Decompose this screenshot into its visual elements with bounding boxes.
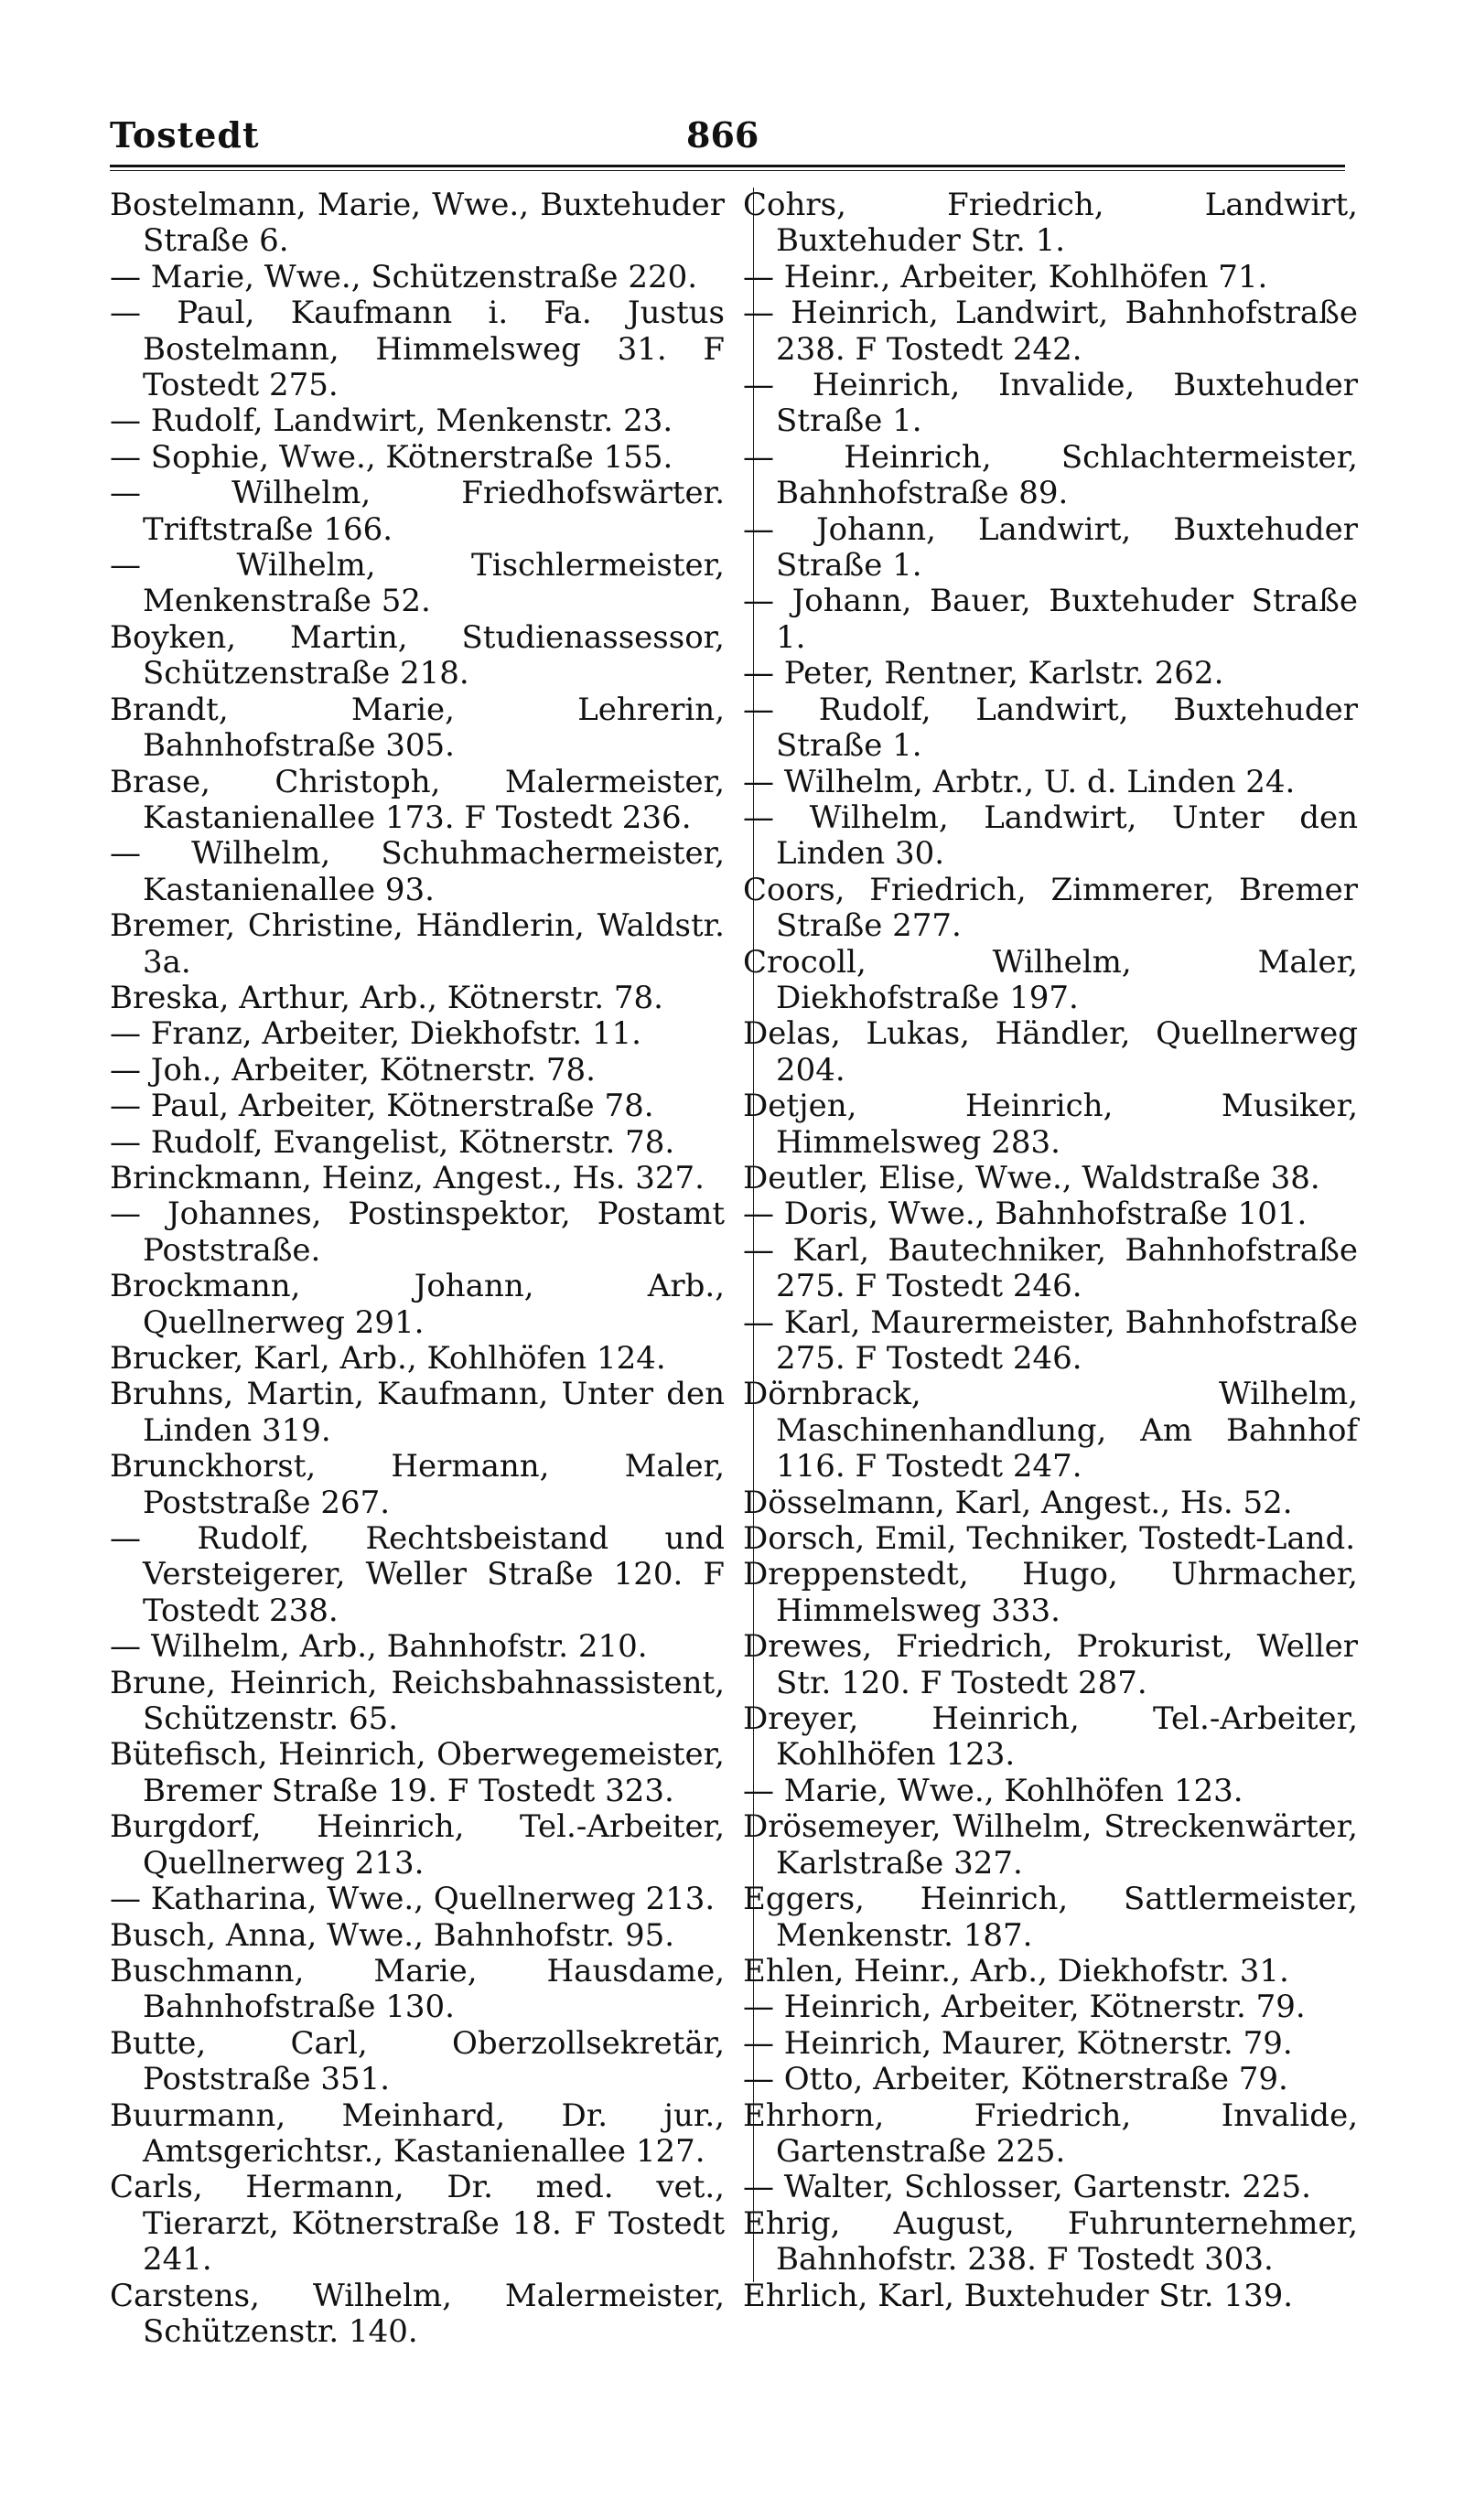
directory-entry: Delas, Lukas, Händler, Quellnerweg 204. [743, 1015, 1358, 1088]
directory-entry: Dörnbrack, Wilhelm, Maschinenhandlung, Am Bahnhof 116. F Tostedt 247. [743, 1376, 1358, 1485]
directory-entry: Brinckmann, Heinz, Angest., Hs. 327. [110, 1159, 705, 1196]
directory-entry: Deutler, Elise, Wwe., Waldstraße 38. [743, 1159, 1320, 1196]
directory-entry: Dösselmann, Karl, Angest., Hs. 52. [743, 1484, 1293, 1521]
page-number: 866 [686, 114, 759, 155]
directory-entry: Cohrs, Friedrich, Landwirt, Buxtehuder Str. 1. [743, 187, 1358, 260]
directory-entry: Carstens, Wilhelm, Malermeister, Schützenstr. 140. [110, 2277, 725, 2350]
directory-entry: — Doris, Wwe., Bahnhofstraße 101. [743, 1196, 1308, 1233]
directory-entry: — Wilhelm, Tischlermeister, Menkenstraße 52. [110, 547, 725, 620]
directory-entry: Detjen, Heinrich, Musiker, Himmelsweg 283. [743, 1088, 1358, 1161]
directory-entry: Ehrlich, Karl, Buxtehuder Str. 139. [743, 2277, 1294, 2314]
directory-entry: Brunckhorst, Hermann, Maler, Poststraße 267. [110, 1448, 725, 1521]
directory-entry: — Walter, Schlosser, Gartenstr. 225. [743, 2169, 1311, 2206]
directory-entry: Burgdorf, Heinrich, Tel.-Arbeiter, Quellnerweg 213. [110, 1808, 725, 1882]
header-rule-thin [110, 170, 1345, 171]
directory-entry: Brucker, Karl, Arb., Kohlhöfen 124. [110, 1340, 666, 1377]
directory-entry: — Paul, Arbeiter, Kötnerstraße 78. [110, 1088, 654, 1125]
directory-entry: Brase, Christoph, Malermeister, Kastanienallee 173. F Tostedt 236. [110, 763, 725, 836]
directory-entry: — Wilhelm, Arbtr., U. d. Linden 24. [743, 763, 1296, 800]
directory-entry: Bremer, Christine, Händlerin, Waldstr. 3a. [110, 907, 725, 981]
directory-entry: Buschmann, Marie, Hausdame, Bahnhofstraße 130. [110, 1952, 725, 2026]
directory-entry: — Heinrich, Invalide, Buxtehuder Straße 1. [743, 367, 1358, 440]
directory-entry: Boyken, Martin, Studienassessor, Schützenstraße 218. [110, 618, 725, 692]
directory-entry: — Wilhelm, Schuhmachermeister, Kastanienallee 93. [110, 835, 725, 908]
directory-entry: Buurmann, Meinhard, Dr. jur., Amtsgerichtsr., Kastanienallee 127. [110, 2096, 725, 2170]
directory-entry: — Wilhelm, Landwirt, Unter den Linden 30. [743, 799, 1358, 873]
directory-entry: — Rudolf, Landwirt, Menkenstr. 23. [110, 402, 673, 440]
directory-entry: — Johann, Landwirt, Buxtehuder Straße 1. [743, 510, 1358, 584]
directory-entry: — Rudolf, Landwirt, Buxtehuder Straße 1. [743, 691, 1358, 765]
directory-entry: Breska, Arthur, Arb., Kötnerstr. 78. [110, 979, 663, 1016]
directory-entry: — Paul, Kaufmann i. Fa. Justus Bostelmann, Himmelsweg 31. F Tostedt 275. [110, 295, 725, 404]
directory-entry: — Heinrich, Schlachtermeister, Bahnhofstraße 89. [743, 438, 1358, 512]
directory-entry: — Heinrich, Arbeiter, Kötnerstr. 79. [743, 1989, 1306, 2026]
directory-entry: — Rudolf, Rechtsbeistand und Versteigerer, Weller Straße 120. F Tostedt 238. [110, 1520, 725, 1629]
directory-entry: Drewes, Friedrich, Prokurist, Weller Str. 120. F Tostedt 287. [743, 1628, 1358, 1701]
directory-entry: Ehrig, August, Fuhrunternehmer, Bahnhofstr. 238. F Tostedt 303. [743, 2204, 1358, 2279]
directory-entry: — Johann, Bauer, Buxtehuder Straße 1. [743, 583, 1358, 656]
directory-entry: Brune, Heinrich, Reichsbahnassistent, Schützenstr. 65. [110, 1664, 725, 1738]
header-rule [110, 165, 1345, 167]
directory-entry: — Peter, Rentner, Karlstr. 262. [743, 655, 1224, 692]
directory-entry: Bütefisch, Heinrich, Oberwegemeister, Bremer Straße 19. F Tostedt 323. [110, 1736, 725, 1809]
directory-entry: — Otto, Arbeiter, Kötnerstraße 79. [743, 2061, 1288, 2098]
directory-entry: — Franz, Arbeiter, Diekhofstr. 11. [110, 1015, 641, 1053]
directory-entry: — Heinr., Arbeiter, Kohlhöfen 71. [743, 258, 1268, 295]
directory-entry: Dreyer, Heinrich, Tel.-Arbeiter, Kohlhöfen 123. [743, 1700, 1358, 1774]
directory-entry: — Wilhelm, Arb., Bahnhofstr. 210. [110, 1628, 648, 1666]
directory-entry: Bruhns, Martin, Kaufmann, Unter den Linden 319. [110, 1376, 725, 1449]
left-column [110, 188, 725, 2350]
directory-entry: — Marie, Wwe., Schützenstraße 220. [110, 258, 698, 295]
directory-entry: Crocoll, Wilhelm, Maler, Diekhofstraße 197. [743, 943, 1358, 1016]
directory-entry: Carls, Hermann, Dr. med. vet., Tierarzt, Kötnerstraße 18. F Tostedt 241. [110, 2169, 725, 2279]
directory-entry: — Marie, Wwe., Kohlhöfen 123. [743, 1772, 1243, 1809]
directory-entry: — Johannes, Postinspektor, Postamt Poststraße. [110, 1196, 725, 1269]
directory-entry: — Rudolf, Evangelist, Kötnerstr. 78. [110, 1123, 675, 1161]
directory-entry: Ehrhorn, Friedrich, Invalide, Gartenstraße 225. [743, 2096, 1358, 2170]
directory-entry: Dorsch, Emil, Techniker, Tostedt-Land. [743, 1520, 1356, 1558]
directory-entry: Dreppenstedt, Hugo, Uhrmacher, Himmelsweg 333. [743, 1556, 1358, 1629]
running-head-place: Tostedt [110, 114, 260, 155]
directory-entry: — Wilhelm, Friedhofswärter. Triftstraße 166. [110, 475, 725, 548]
directory-entry: Busch, Anna, Wwe., Bahnhofstr. 95. [110, 1916, 675, 1954]
directory-entry: Eggers, Heinrich, Sattlermeister, Menkenstr. 187. [743, 1881, 1358, 1954]
directory-entry: — Heinrich, Landwirt, Bahnhofstraße 238. F Tostedt 242. [743, 295, 1358, 368]
directory-entry: Brockmann, Johann, Arb., Quellnerweg 291. [110, 1268, 725, 1341]
directory-entry: — Sophie, Wwe., Kötnerstraße 155. [110, 438, 673, 476]
directory-entry: Brandt, Marie, Lehrerin, Bahnhofstraße 305. [110, 691, 725, 765]
right-column [743, 188, 1358, 2314]
page-header [110, 114, 1345, 169]
directory-entry: — Heinrich, Maurer, Kötnerstr. 79. [743, 2024, 1293, 2062]
directory-entry: — Joh., Arbeiter, Kötnerstr. 78. [110, 1051, 596, 1088]
directory-entry: Drösemeyer, Wilhelm, Streckenwärter, Karlstraße 327. [743, 1808, 1358, 1882]
directory-entry: — Karl, Maurermeister, Bahnhofstraße 275. F Tostedt 246. [743, 1303, 1358, 1377]
directory-entry: — Karl, Bautechniker, Bahnhofstraße 275. F Tostedt 246. [743, 1231, 1358, 1305]
directory-entry: Butte, Carl, Oberzollsekretär, Poststraße 351. [110, 2024, 725, 2098]
directory-entry: Bostelmann, Marie, Wwe., Buxtehuder Straße 6. [110, 187, 725, 260]
directory-entry: Coors, Friedrich, Zimmerer, Bremer Straße 277. [743, 871, 1358, 945]
directory-entry: Ehlen, Heinr., Arb., Diekhofstr. 31. [743, 1952, 1289, 1989]
directory-entry: — Katharina, Wwe., Quellnerweg 213. [110, 1881, 716, 1918]
